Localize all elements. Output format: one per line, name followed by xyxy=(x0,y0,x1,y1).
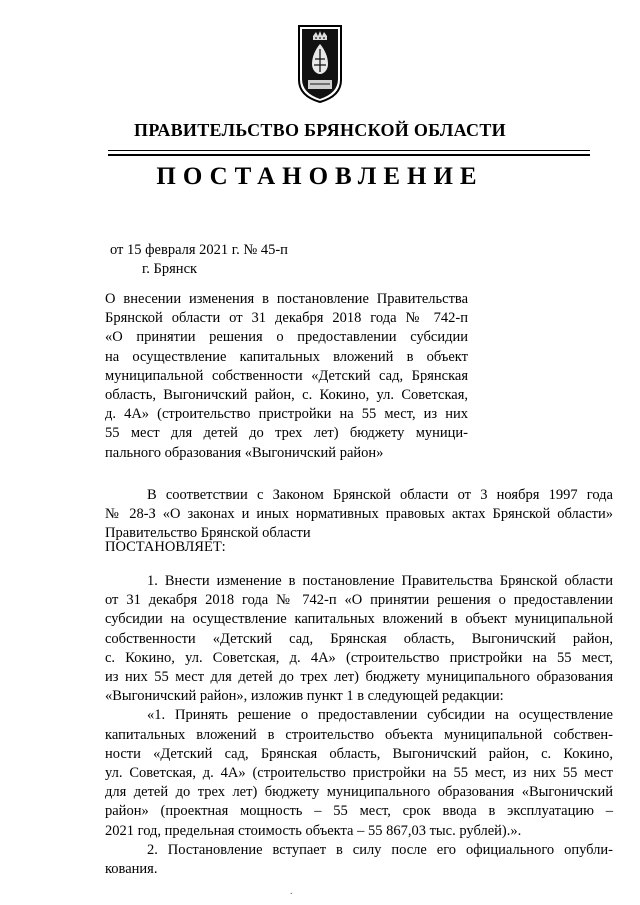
subject-line: Брянской области от 31 декабря 2018 года № 742-п xyxy=(105,310,468,327)
subject-line: на осуществление капитальных вложений в объект xyxy=(105,348,468,365)
item-line: кования. xyxy=(105,861,158,878)
preamble-line: Правительство Брянской области xyxy=(105,525,311,542)
subject-line: пального образования «Выгоничский район» xyxy=(105,444,384,461)
item-line: субсидии на осуществление капитальных вложений в объект муниципальной xyxy=(105,611,613,628)
quoted-item-line: 2021 год, предельная стоимость объекта – 55 867,03 тыс. рублей).». xyxy=(105,822,522,839)
scan-mark: . xyxy=(290,886,293,897)
subject-line: муниципальной собственности «Детский сад, Брянская xyxy=(105,367,468,384)
item-line: 1. Внести изменение в постановление Правительства Брянской области xyxy=(147,573,613,589)
subject-line: область, Выгоничский район, с. Кокино, ул. Советская, xyxy=(105,387,468,404)
quoted-item-line: «1. Принять решение о предоставлении субсидии на осуществление xyxy=(147,707,613,724)
header-rule-thin xyxy=(108,150,590,151)
subject-line: О внесении изменения в постановление Правительства xyxy=(105,291,468,307)
resolves-label: ПОСТАНОВЛЯЕТ: xyxy=(105,539,226,555)
subject-line: д. 4А» (строительство пристройки на 55 мест, из них xyxy=(105,406,468,423)
document-type-title: ПОСТАНОВЛЕНИЕ xyxy=(156,163,484,190)
resolves-heading xyxy=(105,538,613,557)
preamble-line: В соответствии с Законом Брянской области от 3 ноября 1997 года xyxy=(147,487,613,503)
item-line: из них 55 мест для детей до трех лет) бюджету муниципального образования xyxy=(105,669,613,686)
document-subject xyxy=(105,290,468,463)
preamble-paragraph xyxy=(105,486,613,544)
quoted-item-line: для детей до трех лет) бюджету муниципального образования «Выгоничский xyxy=(105,784,613,801)
government-title: ПРАВИТЕЛЬСТВО БРЯНСКОЙ ОБЛАСТИ xyxy=(134,120,506,140)
subject-line: 55 мест для детей до трех лет) бюджету муници- xyxy=(105,425,468,442)
item-line: 2. Постановление вступает в силу после его официального опубли- xyxy=(147,841,613,858)
quoted-item-line: район» (проектная мощность – 55 мест, срок ввода в эксплуатацию – xyxy=(105,803,613,820)
preamble-line: № 28-З «О законах и иных нормативных правовых актах Брянской области» xyxy=(105,506,613,523)
subject-line: «О принятии решения о предоставлении субсидии xyxy=(105,329,468,346)
quoted-item-line: капитальных вложений в строительство объекта муниципальной собствен- xyxy=(105,726,613,743)
item-line: с. Кокино, ул. Советская, д. 4А» (строительство пристройки на 55 мест, xyxy=(105,649,613,666)
item-line: от 31 декабря 2018 года № 742-п «О принятии решения о предоставлении xyxy=(105,592,613,609)
header-rule-thick xyxy=(108,154,590,156)
item-line: собственности «Детский сад, Брянская область, Выгоничский район, xyxy=(105,630,613,647)
resolution-items xyxy=(105,572,613,879)
item-line: «Выгоничский район», изложив пункт 1 в следующей редакции: xyxy=(105,688,504,705)
date-and-number: от 15 февраля 2021 г. № 45-п xyxy=(110,242,288,258)
quoted-item-line: ности «Детский сад, Брянская область, Выгоничский район, с. Кокино, xyxy=(105,745,613,762)
quoted-item-line: ул. Советская, д. 4А» (строительство пристройки на 55 мест, из них 55 мест xyxy=(105,765,613,782)
coat-of-arms-icon xyxy=(296,24,344,104)
city: г. Брянск xyxy=(142,261,198,277)
